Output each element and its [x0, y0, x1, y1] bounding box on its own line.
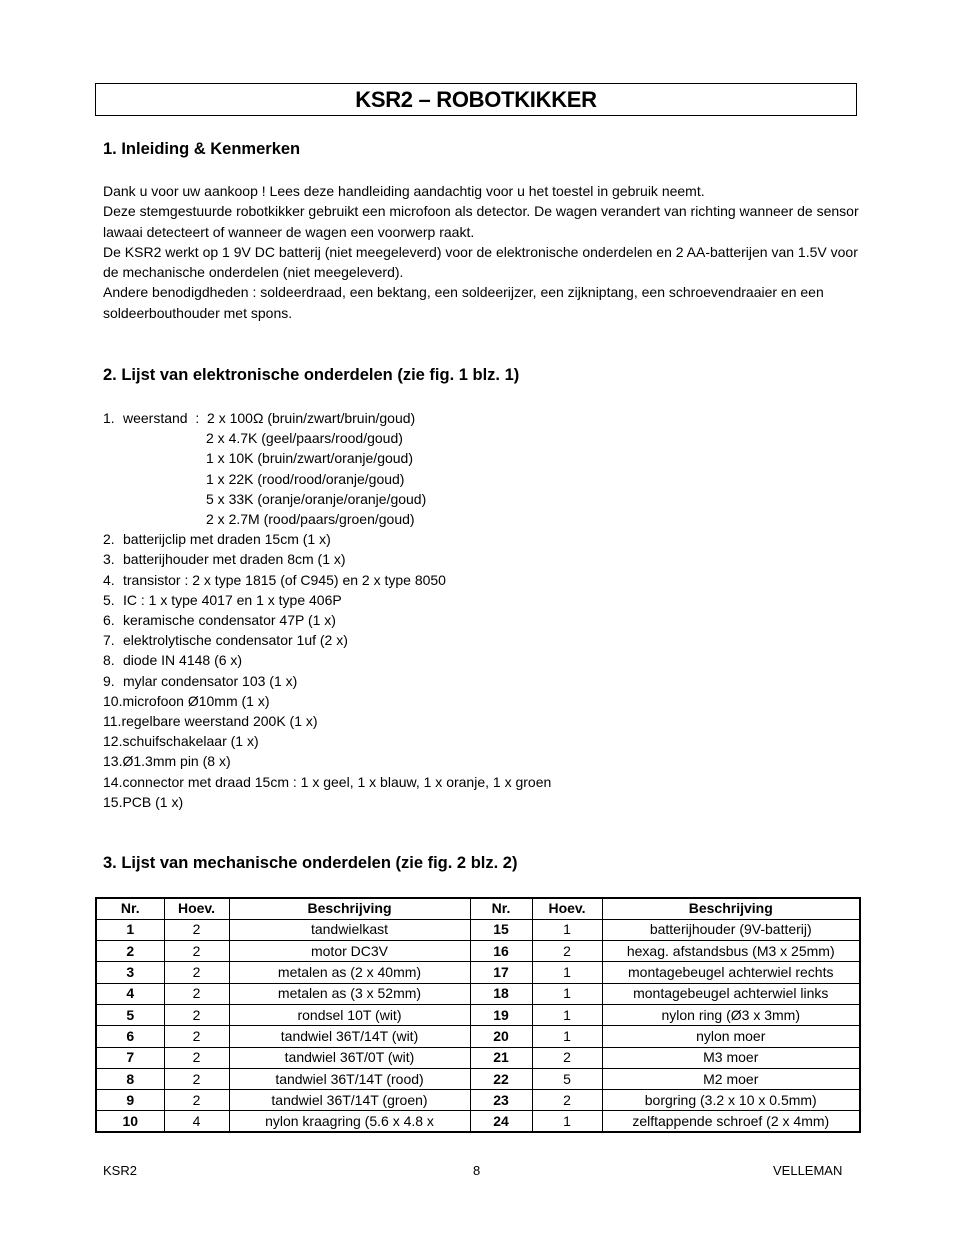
- table-cell: 2: [532, 1090, 602, 1111]
- electronic-items: [103, 529, 863, 812]
- item-number: 15.: [103, 793, 123, 810]
- table-cell: 2: [164, 1090, 229, 1111]
- list-item: [103, 570, 863, 590]
- item-value: 2 x 2.7M (rood/paars/groen/goud): [206, 511, 415, 528]
- list-item: [103, 590, 863, 610]
- item-text: elektrolytische condensator 1uf (2 x): [123, 632, 348, 649]
- table-cell: 16: [470, 941, 532, 962]
- mechanical-parts-table: [95, 897, 861, 1133]
- item-number: 10.: [103, 692, 123, 709]
- table-row: [96, 983, 860, 1004]
- intro-heading: 1. Inleiding & Kenmerken: [103, 140, 301, 158]
- table-cell: 2: [532, 941, 602, 962]
- table-row: [96, 1026, 860, 1047]
- table-cell: M2 moer: [602, 1068, 860, 1089]
- table-cell: 4: [164, 1111, 229, 1132]
- table-cell: 1: [532, 1111, 602, 1132]
- table-cell: 1: [96, 919, 164, 940]
- table-cell: 21: [470, 1047, 532, 1068]
- header-hoev: Hoev.: [164, 898, 229, 919]
- table-cell: 8: [96, 1068, 164, 1089]
- table-cell: batterijhouder (9V-batterij): [602, 919, 860, 940]
- item-value: 1 x 10K (bruin/zwart/oranje/goud): [206, 450, 413, 467]
- table-cell: 5: [96, 1004, 164, 1025]
- table-cell: tandwiel 36T/0T (wit): [229, 1047, 470, 1068]
- footer-right: VELLEMAN: [773, 1163, 843, 1178]
- item-number: 7.: [103, 632, 115, 649]
- item-number: 2.: [103, 531, 115, 548]
- table-cell: 7: [96, 1047, 164, 1068]
- table-cell: nylon moer: [602, 1026, 860, 1047]
- table-row: [96, 1111, 860, 1132]
- item-number: 12.: [103, 733, 123, 750]
- title-text: KSR2 – ROBOTKIKKER: [355, 86, 597, 112]
- table-cell: 17: [470, 962, 532, 983]
- intro-paragraph: Deze stemgestuurde robotkikker gebruikt een microfoon als detector. De wagen verandert van richting wanneer de sensor lawaai detecteert of wanneer de wagen een voorwerp raakt.: [103, 203, 859, 240]
- intro-paragraph: Andere benodigdheden : soldeerdraad, een bektang, een soldeerijzer, een zijkniptang, een schroevendraaier en een soldeerbouthouder met spons.: [103, 284, 824, 321]
- list-item: [103, 610, 863, 630]
- list-item-continuation: [103, 448, 863, 468]
- table-cell: 23: [470, 1090, 532, 1111]
- mechanical-heading: 3. Lijst van mechanische onderdelen (zie fig. 2 blz. 2): [103, 854, 518, 872]
- intro-paragraph: Dank u voor uw aankoop ! Lees deze handleiding aandachtig voor u het toestel in gebruik neemt.: [103, 183, 705, 199]
- table-cell: montagebeugel achterwiel links: [602, 983, 860, 1004]
- table-cell: motor DC3V: [229, 941, 470, 962]
- item-number: 13.: [103, 753, 123, 770]
- item-text: batterijhouder met draden 8cm (1 x): [123, 551, 346, 568]
- table-cell: tandwiel 36T/14T (rood): [229, 1068, 470, 1089]
- list-item-continuation: [103, 489, 863, 509]
- footer-page-number: 8: [473, 1163, 481, 1178]
- item-text: microfoon Ø10mm (1 x): [122, 692, 270, 709]
- list-item: [103, 549, 863, 569]
- table-body: [96, 919, 860, 1132]
- table-cell: zelftappende schroef (2 x 4mm): [602, 1111, 860, 1132]
- electronic-heading: 2. Lijst van elektronische onderdelen (zie fig. 1 blz. 1): [103, 366, 520, 384]
- item-number: 3.: [103, 551, 115, 568]
- list-item: [103, 711, 863, 731]
- table-cell: 2: [164, 941, 229, 962]
- table-cell: 2: [532, 1047, 602, 1068]
- list-item-continuation: [103, 469, 863, 489]
- item-number: 4.: [103, 571, 115, 588]
- item-number: 6.: [103, 612, 115, 629]
- table-cell: 1: [532, 1026, 602, 1047]
- table-cell: 20: [470, 1026, 532, 1047]
- table-cell: 4: [96, 983, 164, 1004]
- item-number: 9.: [103, 672, 115, 689]
- electronic-parts-list: [103, 408, 863, 812]
- item-text: PCB (1 x): [122, 793, 184, 810]
- item-text: diode IN 4148 (6 x): [123, 652, 243, 669]
- table-row: [96, 962, 860, 983]
- table-cell: hexag. afstandsbus (M3 x 25mm): [602, 941, 860, 962]
- table-cell: 5: [532, 1068, 602, 1089]
- table-cell: 1: [532, 983, 602, 1004]
- item-text: keramische condensator 47P (1 x): [123, 612, 336, 629]
- item-text: schuifschakelaar (1 x): [122, 733, 259, 750]
- table-cell: 2: [96, 941, 164, 962]
- list-item: [103, 630, 863, 650]
- table-cell: 1: [532, 962, 602, 983]
- item-number: 8.: [103, 652, 115, 669]
- list-item-continuation: [103, 428, 863, 448]
- table-cell: borgring (3.2 x 10 x 0.5mm): [602, 1090, 860, 1111]
- table-cell: 3: [96, 962, 164, 983]
- list-item: [103, 731, 863, 751]
- table-cell: 2: [164, 1068, 229, 1089]
- list-item-continuation: [103, 509, 863, 529]
- item-number: 11.: [103, 713, 122, 730]
- header-beschrijving: Beschrijving: [602, 898, 860, 919]
- table-cell: 22: [470, 1068, 532, 1089]
- table-cell: tandwiel 36T/14T (groen): [229, 1090, 470, 1111]
- table-cell: 19: [470, 1004, 532, 1025]
- header-nr: Nr.: [470, 898, 532, 919]
- table-cell: metalen as (3 x 52mm): [229, 983, 470, 1004]
- table-row: [96, 1004, 860, 1025]
- item-number: 1.: [103, 410, 115, 426]
- header-beschrijving: Beschrijving: [229, 898, 470, 919]
- table-cell: 2: [164, 919, 229, 940]
- item-text: regelbare weerstand 200K (1 x): [121, 713, 318, 730]
- item-text: mylar condensator 103 (1 x): [123, 672, 298, 689]
- table-cell: 2: [164, 1026, 229, 1047]
- item-value: 2 x 100Ω (bruin/zwart/bruin/goud): [207, 410, 416, 426]
- item-label: weerstand :: [123, 410, 208, 426]
- item-number: 5.: [103, 591, 115, 608]
- table-row: [96, 941, 860, 962]
- table-row: [96, 1090, 860, 1111]
- table-cell: montagebeugel achterwiel rechts: [602, 962, 860, 983]
- item-text: Ø1.3mm pin (8 x): [122, 753, 231, 770]
- table-cell: 1: [532, 1004, 602, 1025]
- table-row: [96, 919, 860, 940]
- table-cell: 15: [470, 919, 532, 940]
- list-item: [103, 529, 863, 549]
- table-cell: 2: [164, 983, 229, 1004]
- item-text: IC : 1 x type 4017 en 1 x type 406P: [123, 591, 342, 608]
- item-value: 5 x 33K (oranje/oranje/oranje/goud): [206, 490, 427, 507]
- header-hoev: Hoev.: [532, 898, 602, 919]
- list-item: [103, 751, 863, 771]
- table-cell: 2: [164, 1004, 229, 1025]
- table-cell: 10: [96, 1111, 164, 1132]
- intro-paragraph: De KSR2 werkt op 1 9V DC batterij (niet meegeleverd) voor de elektronische onderdelen en 2 AA-batterijen van 1.5V voor de mechanische onderdelen (niet meegeleverd).: [103, 243, 858, 281]
- item-text: connector met draad 15cm : 1 x geel, 1 x blauw, 1 x oranje, 1 x groen: [122, 773, 552, 790]
- item-value: 1 x 22K (rood/rood/oranje/goud): [206, 470, 405, 487]
- table-cell: tandwiel 36T/14T (wit): [229, 1026, 470, 1047]
- table-cell: rondsel 10T (wit): [229, 1004, 470, 1025]
- table-cell: nylon ring (Ø3 x 3mm): [602, 1004, 860, 1025]
- table-cell: 9: [96, 1090, 164, 1111]
- table-cell: metalen as (2 x 40mm): [229, 962, 470, 983]
- item-text: transistor : 2 x type 1815 (of C945) en 2 x type 8050: [123, 571, 446, 588]
- header-nr: Nr.: [96, 898, 164, 919]
- table-cell: 18: [470, 983, 532, 1004]
- table-row: [96, 1047, 860, 1068]
- table-header-row: [96, 898, 860, 919]
- table-cell: M3 moer: [602, 1047, 860, 1068]
- footer-left: KSR2: [103, 1163, 137, 1178]
- list-item: [103, 691, 863, 711]
- list-item: [103, 772, 863, 792]
- table-cell: nylon kraagring (5.6 x 4.8 x: [229, 1111, 470, 1132]
- intro-text: [103, 181, 863, 323]
- table-row: [96, 1068, 860, 1089]
- table-cell: tandwielkast: [229, 919, 470, 940]
- document-title: [95, 83, 857, 116]
- table-cell: 2: [164, 962, 229, 983]
- list-item: [103, 650, 863, 670]
- table-cell: 1: [532, 919, 602, 940]
- list-item: [103, 671, 863, 691]
- item-text: batterijclip met draden 15cm (1 x): [123, 531, 331, 548]
- list-item: [103, 408, 863, 428]
- table-cell: 24: [470, 1111, 532, 1132]
- list-item: [103, 792, 863, 812]
- item-value: 2 x 4.7K (geel/paars/rood/goud): [206, 430, 403, 447]
- item-number: 14.: [103, 773, 123, 790]
- table-cell: 2: [164, 1047, 229, 1068]
- table-cell: 6: [96, 1026, 164, 1047]
